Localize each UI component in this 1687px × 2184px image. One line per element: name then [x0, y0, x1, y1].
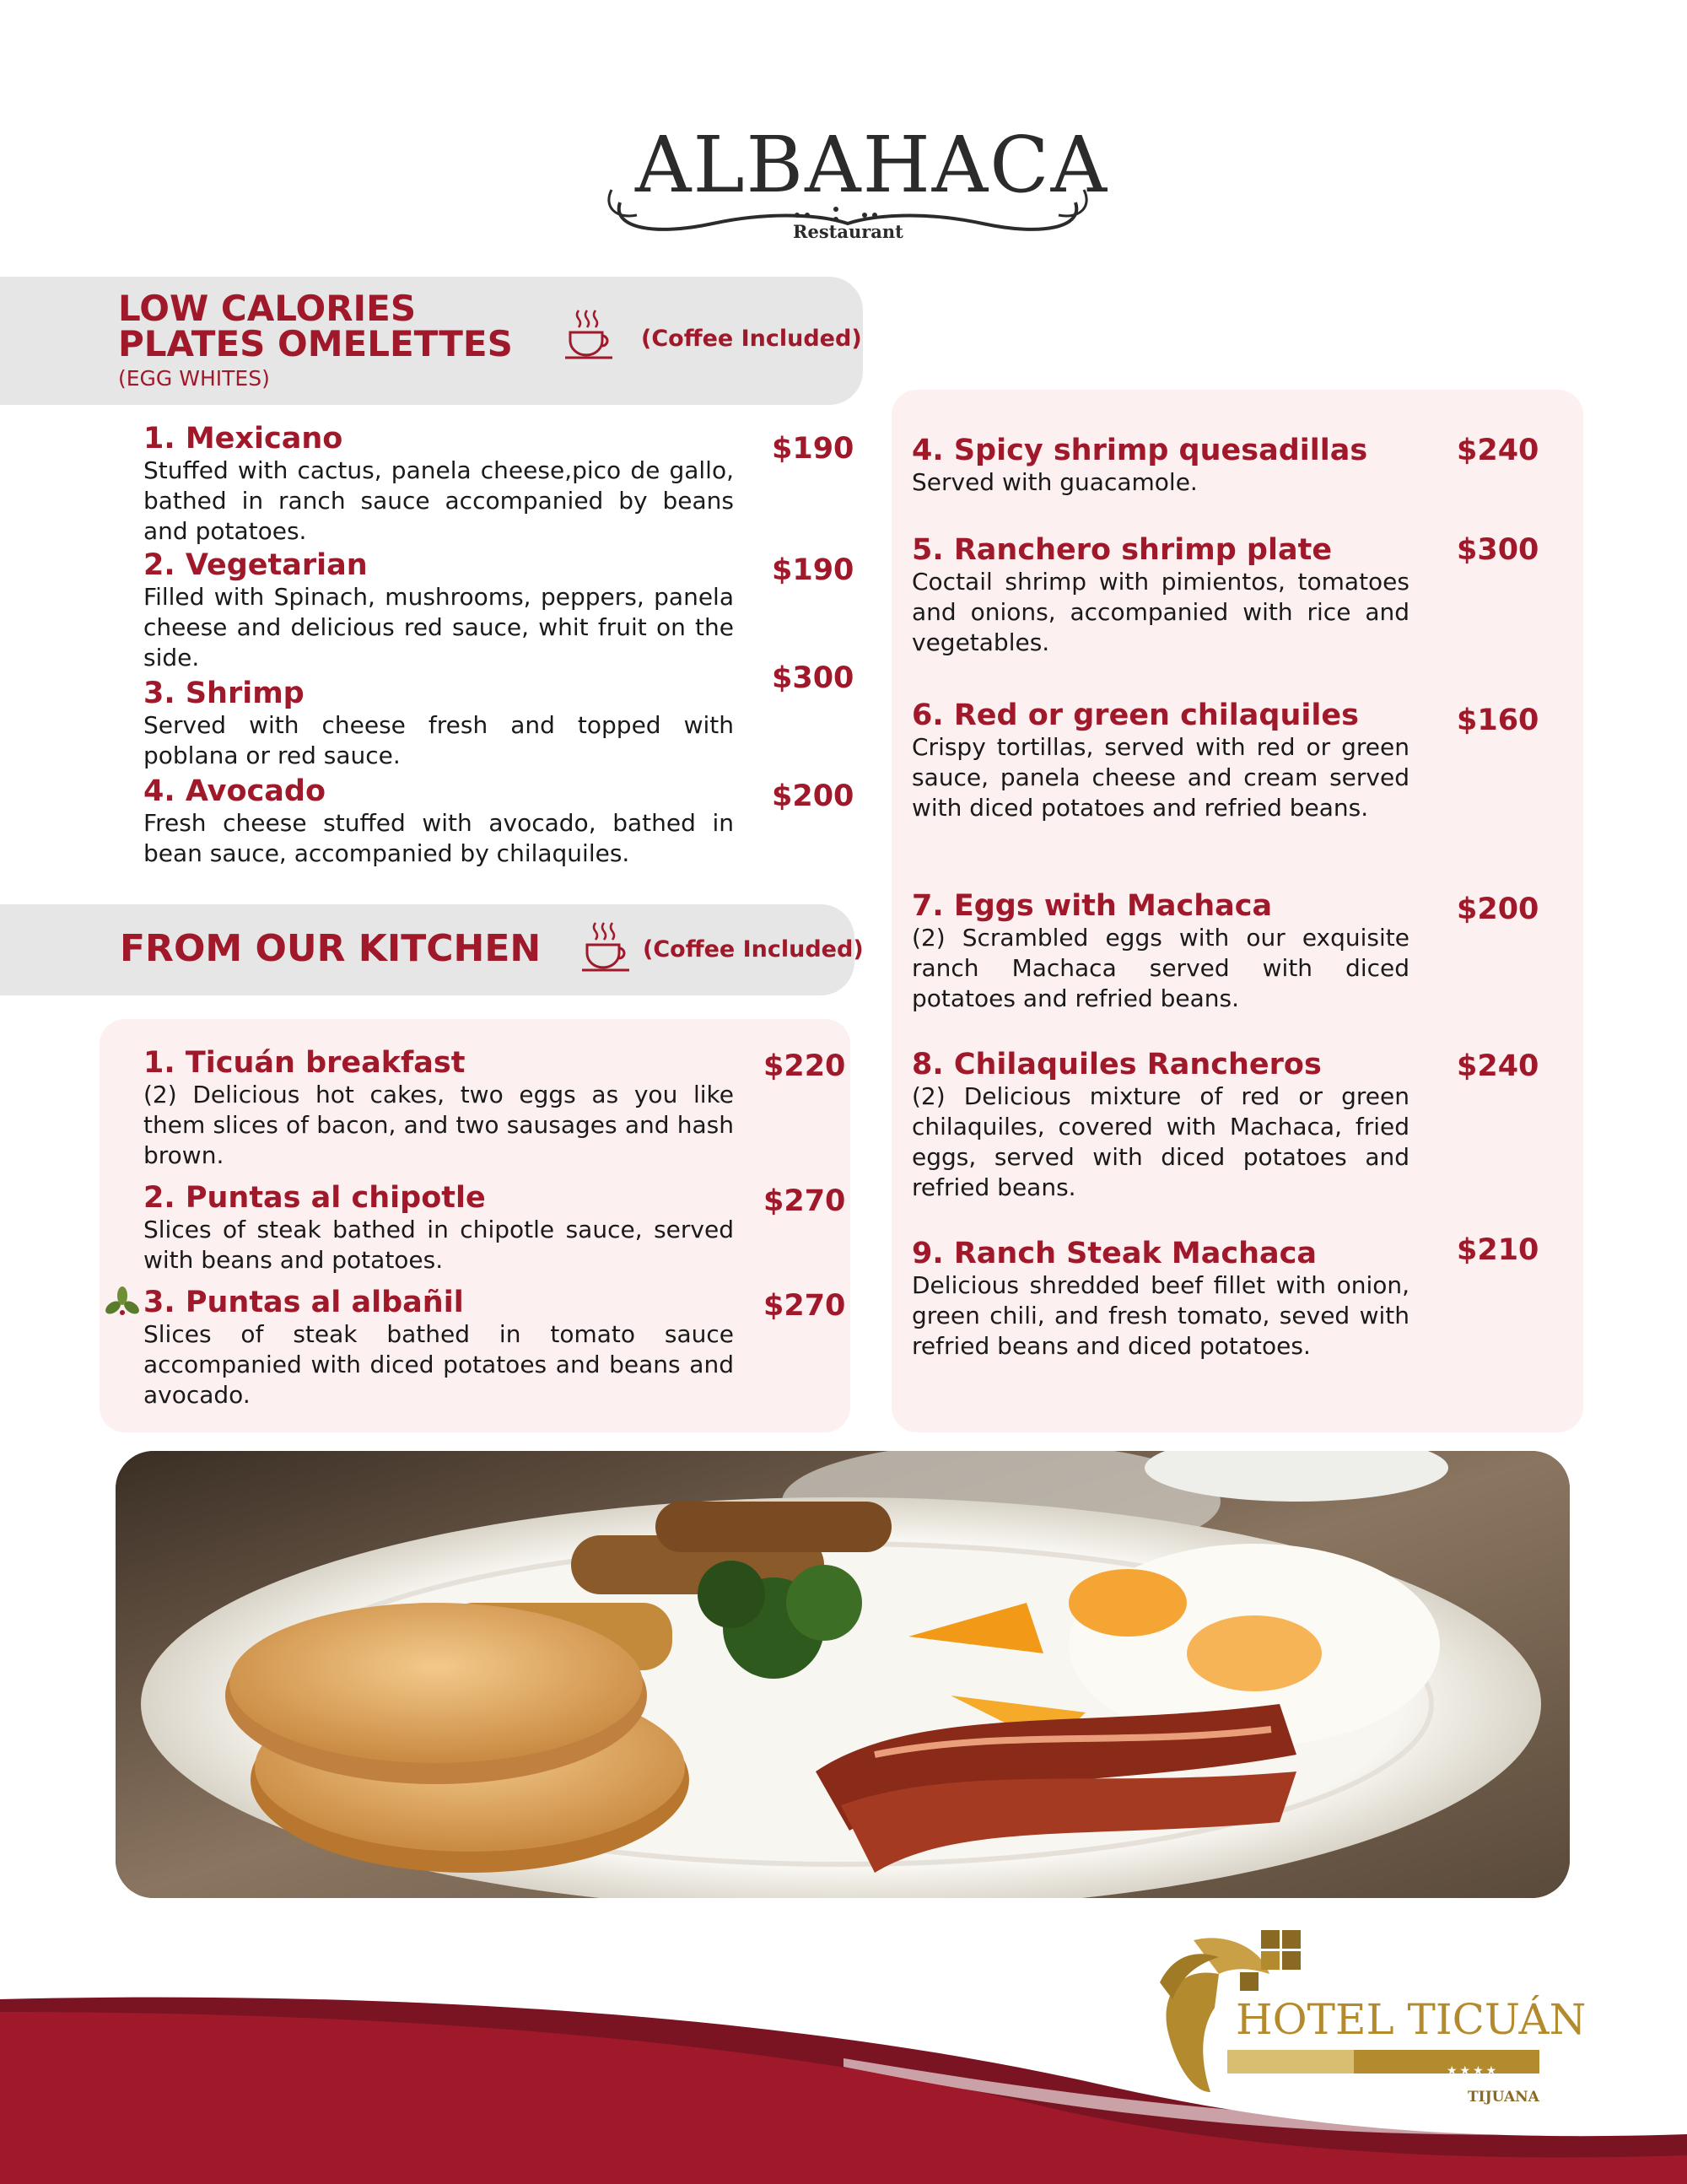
item-name: 4. Spicy shrimp quesadillas [912, 434, 1368, 467]
section-title-line1: LOW CALORIES [118, 288, 417, 329]
item-price: $240 [1457, 1049, 1539, 1083]
item-description: Slices of steak bathed in chipotle sauce, served with beans and potatoes. [143, 1216, 734, 1274]
menu-item [912, 1048, 1409, 1203]
item-name: 2. Vegetarian [143, 548, 368, 582]
item-description: Slices of steak bathed in tomato sauce accompanied with diced potatoes and beans and avocado. [143, 1320, 734, 1409]
item-name: 2. Puntas al chipotle [143, 1181, 486, 1215]
item-description: Crispy tortillas, served with red or green sauce, panela cheese and cream served with diced potatoes and refried beans. [912, 733, 1409, 822]
item-name: 9. Ranch Steak Machaca [912, 1237, 1318, 1270]
menu-item [143, 1286, 734, 1410]
menu-item [143, 677, 734, 771]
item-price: $190 [772, 553, 854, 587]
item-price: $160 [1457, 704, 1539, 737]
menu-item [143, 774, 734, 869]
section-header-from-our-kitchen [0, 904, 864, 995]
item-description: (2) Delicious hot cakes, two eggs as you like them slices of bacon, and two sausages and hash brown. [143, 1081, 734, 1169]
menu-item [912, 889, 1409, 1014]
menu-item [143, 1046, 734, 1171]
item-description: Stuffed with cactus, panela cheese,pico de gallo, bathed in ranch sauce accompanied by beans and potatoes. [143, 456, 734, 545]
menu-item [912, 533, 1409, 658]
item-name: 3. Shrimp [143, 677, 305, 710]
item-price: $300 [1457, 533, 1539, 567]
section-title: FROM OUR KITCHEN [120, 927, 542, 970]
item-name: 6. Red or green chilaquiles [912, 698, 1359, 732]
coffee-included-label: (Coffee Included) [643, 936, 864, 963]
coffee-cup-icon [563, 307, 616, 363]
menu-item [912, 1237, 1409, 1362]
menu-item [912, 698, 1409, 823]
item-description: Delicious shredded beef fillet with onion, green chili, and fresh tomato, seved with refried beans and diced potatoes. [912, 1271, 1409, 1360]
item-description: (2) Delicious mixture of red or green chilaquiles, covered with Machaca, fried eggs, served with diced potatoes and refried beans. [912, 1082, 1409, 1201]
item-description: Fresh cheese stuffed with avocado, bathed in bean sauce, accompanied by chilaquiles. [143, 809, 734, 867]
item-price: $200 [772, 779, 854, 813]
item-price: $210 [1457, 1233, 1539, 1267]
breakfast-plate-illustration [116, 1451, 1570, 1898]
item-description: Coctail shrimp with pimientos, tomatoes and onions, accompanied with rice and vegetables. [912, 568, 1409, 656]
coffee-included-label: (Coffee Included) [641, 326, 862, 352]
item-description: Served with guacamole. [912, 468, 1198, 496]
item-price: $300 [772, 661, 854, 695]
item-description: Filled with Spinach, mushrooms, peppers, panela cheese and delicious red sauce, whit fruit on the side. [143, 583, 734, 671]
logo-subtitle: Restaurant [793, 221, 903, 242]
item-name: 8. Chilaquiles Rancheros [912, 1048, 1322, 1081]
basil-leaf-icon [103, 1284, 142, 1321]
item-name: 1. Mexicano [143, 422, 343, 456]
coffee-cup-icon [580, 919, 633, 975]
item-name: 7. Eggs with Machaca [912, 889, 1273, 923]
item-name: 3. Puntas al albañil [143, 1286, 464, 1319]
restaurant-logo [603, 110, 1109, 245]
item-price: $200 [1457, 892, 1539, 926]
item-description: (2) Scrambled eggs with our exquisite ranch Machaca served with diced potatoes and refried beans. [912, 924, 1409, 1012]
item-name: 4. Avocado [143, 774, 326, 808]
section-subtitle: (EGG WHITES) [118, 366, 270, 391]
hotel-city: TIJUANA [1468, 2089, 1539, 2106]
item-name: 5. Ranchero shrimp plate [912, 533, 1333, 567]
logo-text: ALBAHACA [635, 120, 1109, 210]
breakfast-photo [116, 1451, 1570, 1898]
menu-item [912, 434, 1409, 498]
hotel-logo [1143, 1923, 1587, 2117]
hotel-stars: ★★★★ [1447, 2064, 1500, 2078]
menu-item [143, 1181, 734, 1275]
item-price: $270 [763, 1289, 846, 1323]
section-title-line2: PLATES OMELETTES [118, 323, 513, 364]
section-header-low-calories [0, 277, 863, 405]
menu-item [143, 548, 734, 673]
item-name: 1. Ticuán breakfast [143, 1046, 466, 1080]
hotel-name: HOTEL TICUÁN [1236, 1995, 1587, 2044]
item-description: Served with cheese fresh and topped with poblana or red sauce. [143, 711, 734, 769]
item-price: $270 [763, 1184, 846, 1218]
item-price: $220 [763, 1049, 846, 1083]
item-price: $240 [1457, 434, 1539, 467]
menu-item [143, 422, 734, 547]
item-price: $190 [772, 432, 854, 466]
